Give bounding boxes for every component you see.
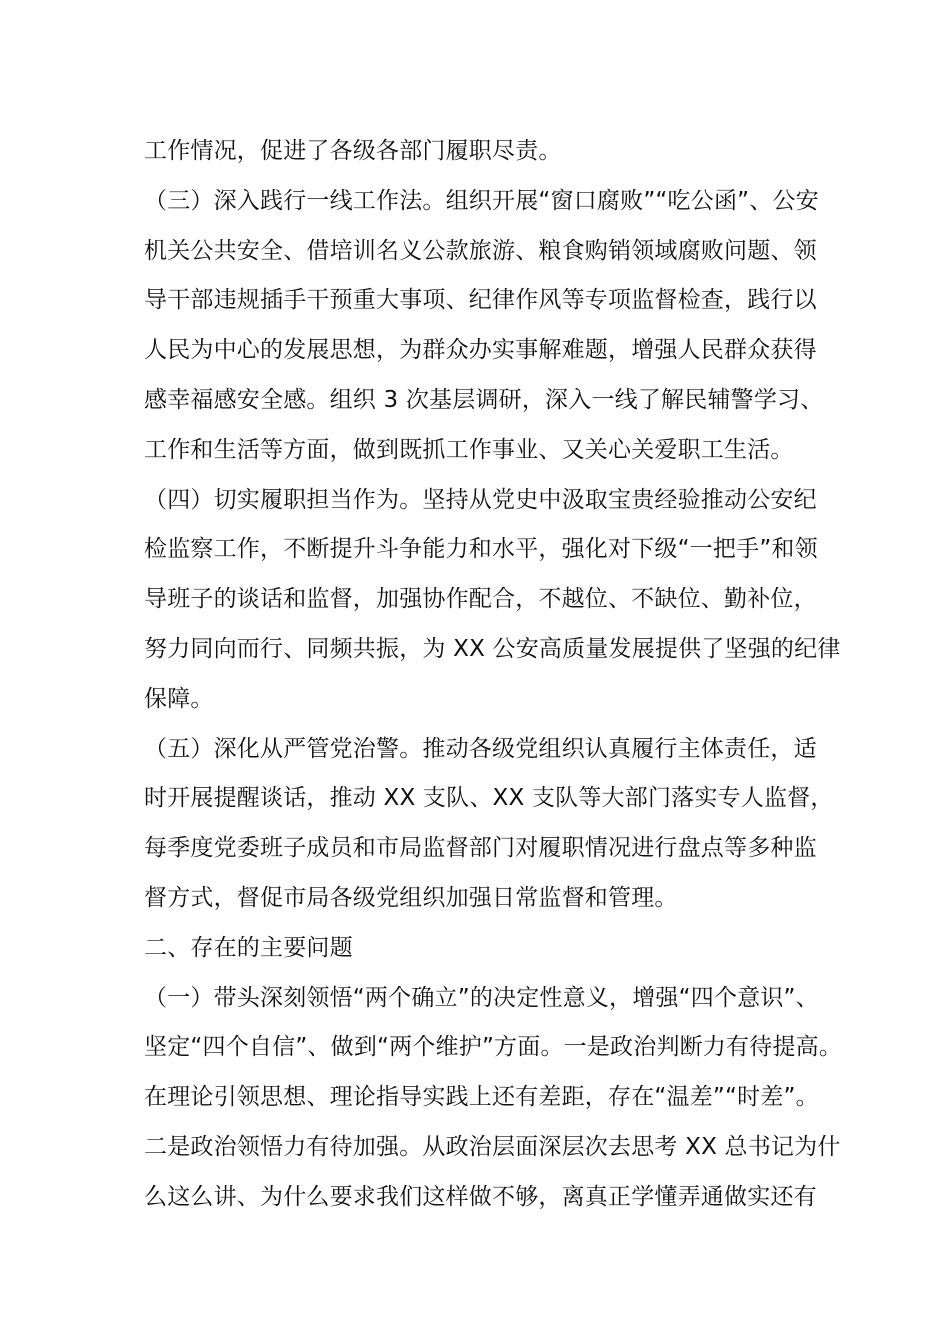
section-heading-4: （四）切实履职担当作为。坚持从党史中汲取宝贵经验推动公安纪 [144, 486, 817, 513]
text-line: 督方式，督促市局各级党组织加强日常监督和管理。 [144, 884, 678, 911]
chapter-heading-2: 二、存在的主要问题 [144, 934, 353, 961]
text-line: 保障。 [144, 685, 214, 712]
text-line: 么这么讲、为什么要求我们这样做不够，离真正学懂弄通做实还有 [144, 1183, 817, 1210]
text-line: 时开展提醒谈话，推动 XX 支队、XX 支队等大部门落实专人监督， [144, 785, 834, 812]
text-line: 导干部违规插手干预重大事项、纪律作风等专项监督检查，践行以 [144, 287, 817, 314]
text-line: 检监察工作，不断提升斗争能力和水平，强化对下级“一把手”和领 [144, 536, 818, 563]
text-line: 坚定“四个自信”、做到“两个维护”方面。一是政治判断力有待提高。 [144, 1034, 843, 1061]
text-line: 人民为中心的发展思想，为群众办实事解难题，增强人民群众获得 [144, 337, 817, 364]
text-line: 每季度党委班子成员和市局监督部门对履职情况进行盘点等多种监 [144, 835, 817, 862]
text-line: 感幸福感安全感。组织 3 次基层调研，深入一线了解民辅警学习、 [144, 386, 824, 413]
body-text [144, 127, 843, 1223]
section-heading-1: （一）带头深刻领悟“两个确立”的决定性意义，增强“四个意识”、 [144, 984, 819, 1011]
text-line: 机关公共安全、借培训名义公款旅游、粮食购销领域腐败问题、领 [144, 237, 817, 264]
text-line: 导班子的谈话和监督，加强协作配合，不越位、不缺位、勤补位， [144, 586, 817, 613]
section-heading-5: （五）深化从严管党治警。推动各级党组织认真履行主体责任，适 [144, 735, 817, 762]
text-line: 努力同向而行、同频共振，为 XX 公安高质量发展提供了坚强的纪律 [144, 635, 841, 662]
text-line: 二是政治领悟力有待加强。从政治层面深层次去思考 XX 总书记为什 [144, 1133, 841, 1160]
section-heading-3: （三）深入践行一线工作法。组织开展“窗口腐败”“吃公函”、公安 [144, 187, 819, 214]
text-line: 工作情况，促进了各级各部门履职尽责。 [144, 138, 562, 164]
text-line: 工作和生活等方面，做到既抓工作事业、又关心关爱职工生活。 [144, 436, 794, 463]
text-line: 在理论引领思想、理论指导实践上还有差距，存在“温差”“时差”。 [144, 1084, 819, 1111]
